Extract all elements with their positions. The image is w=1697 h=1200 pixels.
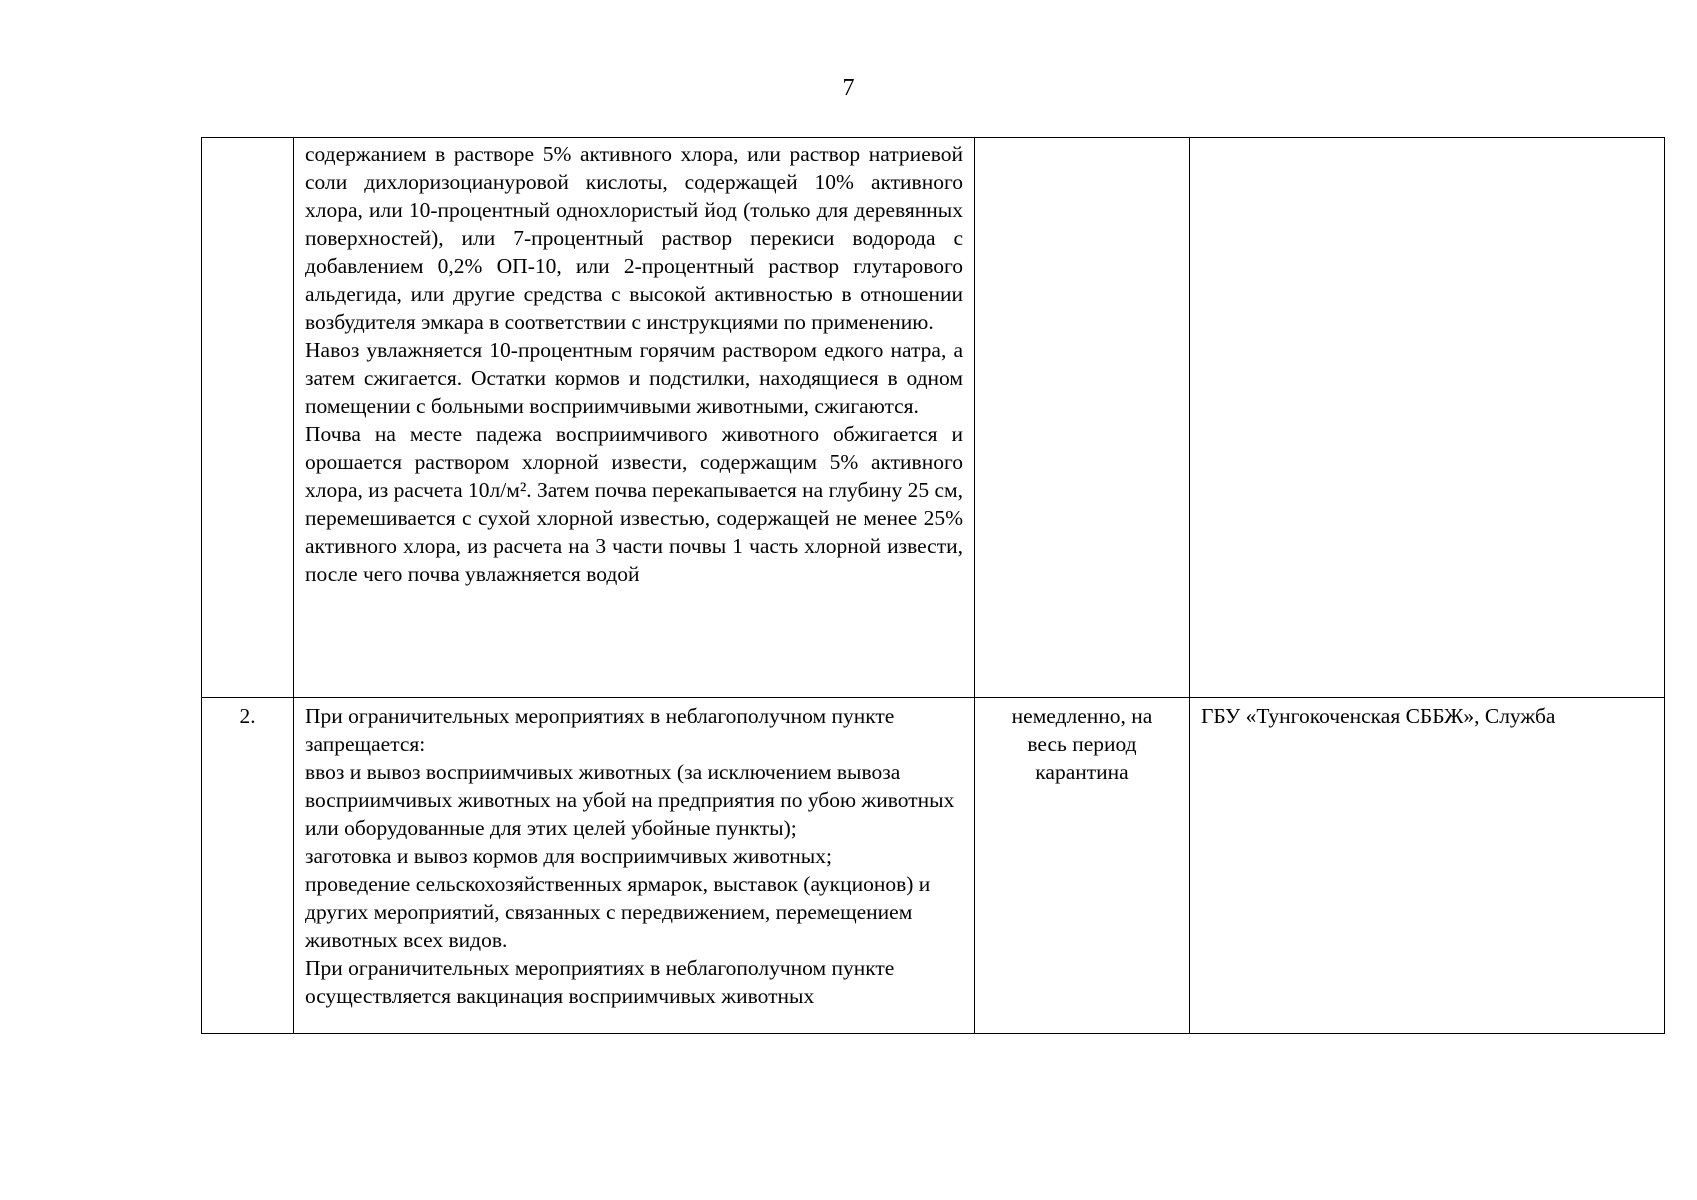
row-number-cell	[202, 138, 294, 698]
measure-paragraph: Почва на месте падежа восприимчивого животного обжигается и орошается раствором хлорной извести, содержащим 5% активного хлора, из расчета 10л/м². Затем почва перекапывается на глубину 25 см, перемешивается с сухой хлорной известью, содержащей не менее 25% активного хлора, из расчета на 3 части почвы 1 часть хлорной извести, после чего почва увлажняется водой	[305, 422, 963, 586]
responsible-cell: ГБУ «Тунгокоченская СББЖ», Служба	[1190, 698, 1665, 1034]
table-row	[202, 138, 1665, 698]
measure-paragraph: При ограничительных мероприятиях в неблагополучном пункте осуществляется вакцинация восприимчивых животных	[305, 956, 895, 1008]
measure-paragraph: проведение сельскохозяйственных ярмарок, выставок (аукционов) и других мероприятий, связанных с передвижением, перемещением животных всех видов.	[305, 872, 931, 952]
term-cell	[975, 138, 1190, 698]
term-line: немедленно, на	[1011, 704, 1153, 728]
table-row	[202, 698, 1665, 1034]
measures-table	[201, 137, 1665, 1034]
measure-paragraph: При ограничительных мероприятиях в неблагополучном пункте запрещается:	[305, 704, 895, 756]
measure-paragraph: заготовка и вывоз кормов для восприимчивых животных;	[305, 844, 832, 868]
term-line: карантина	[1035, 760, 1129, 784]
measure-paragraph: Навоз увлажняется 10-процентным горячим раствором едкого натра, а затем сжигается. Остатки кормов и подстилки, находящиеся в одном помещении с больными восприимчивыми животными, сжигаются.	[305, 338, 963, 418]
responsible-cell	[1190, 138, 1665, 698]
measure-text-cell	[294, 138, 975, 698]
measure-text-cell	[294, 698, 975, 1034]
measure-paragraph: ввоз и вывоз восприимчивых животных (за исключением вывоза восприимчивых животных на убой на предприятия по убою животных или оборудованные для этих целей убойные пункты);	[305, 760, 955, 840]
page-number: 7	[842, 75, 855, 101]
term-line: весь период	[1027, 732, 1137, 756]
term-cell	[975, 698, 1190, 1034]
row-number-cell: 2.	[202, 698, 294, 1034]
measure-paragraph: содержанием в растворе 5% активного хлора, или раствор натриевой соли дихлоризоциануровой кислоты, содержащей 10% активного хлора, или 10-процентный однохлористый йод (только для деревянных поверхностей), или 7-процентный раствор перекиси водорода с добавлением 0,2% ОП-10, или 2-процентный раствор глутарового альдегида, или другие средства с высокой активностью в отношении возбудителя эмкара в соответствии с инструкциями по применению.	[305, 142, 963, 334]
